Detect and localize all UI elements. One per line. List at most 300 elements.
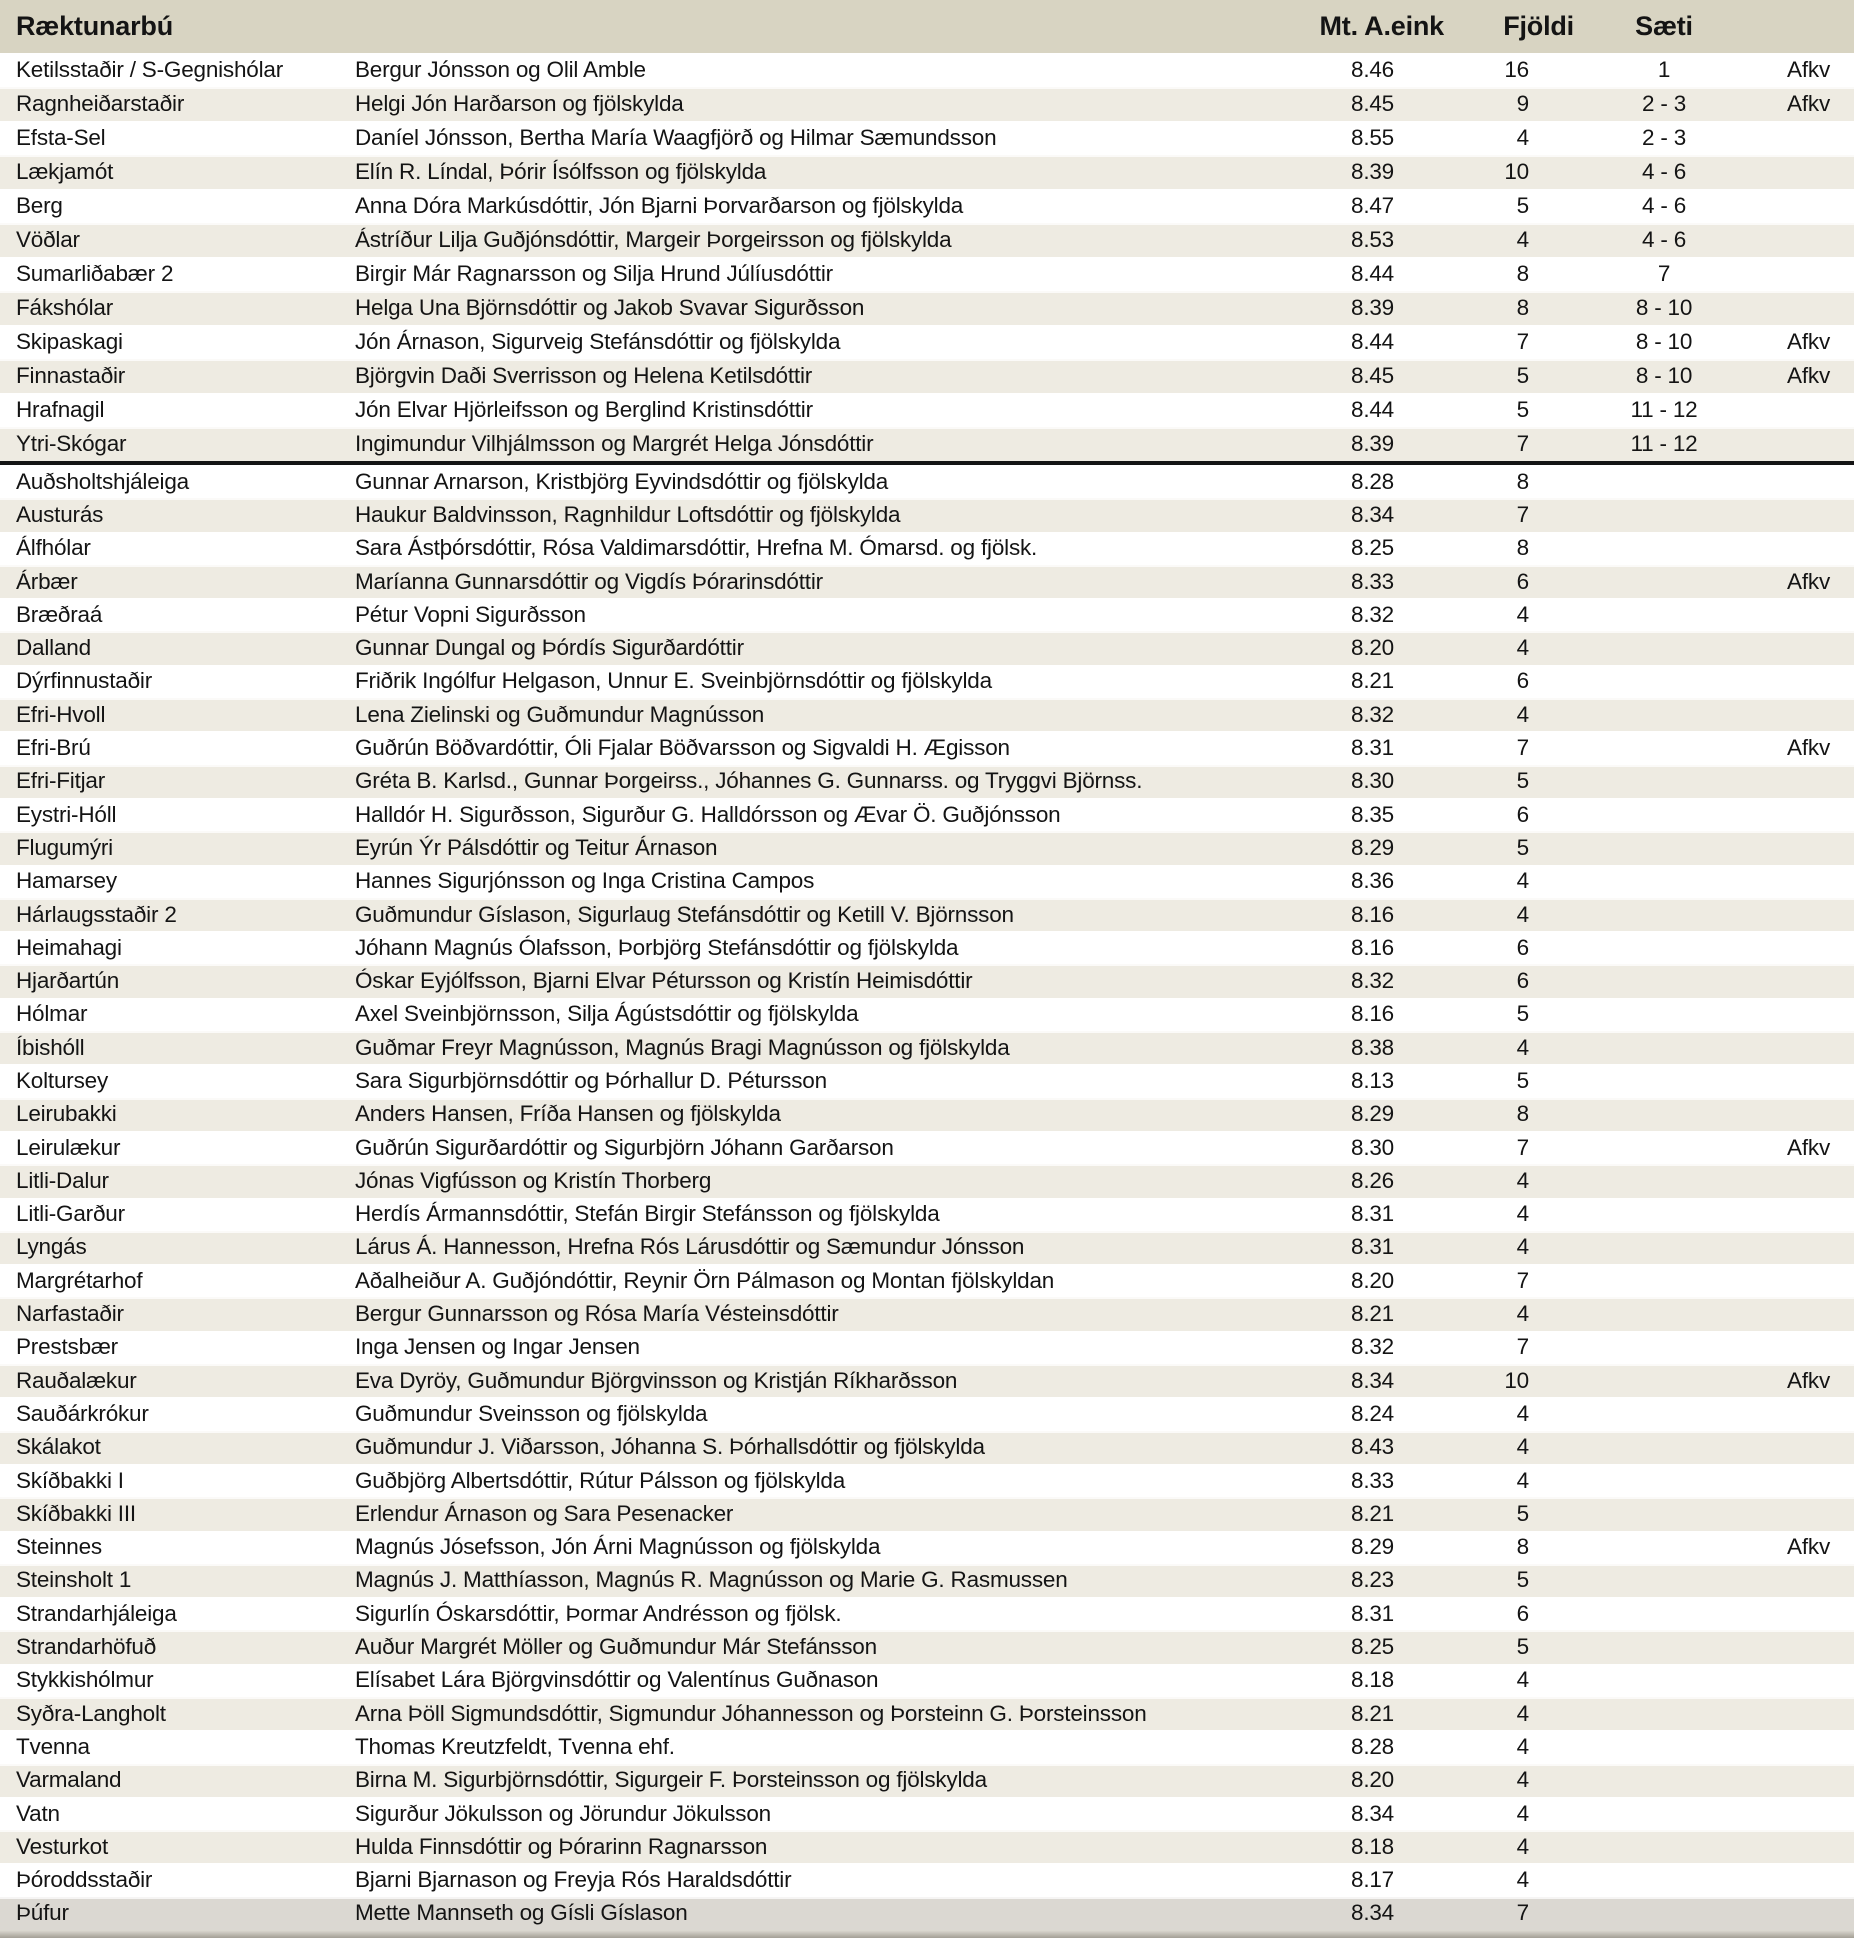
- owner-names: Aðalheiður A. Guðjóndóttir, Reynir Örn Pálmason og Montan fjölskyldan: [355, 1267, 1055, 1293]
- table-row: [0, 1497, 1854, 1530]
- table-row: [0, 532, 1854, 565]
- count-value: 4: [1516, 1733, 1529, 1759]
- score-value: 8.34: [1351, 1800, 1394, 1826]
- table-row: [0, 465, 1854, 498]
- farm-name: Eystri-Hóll: [16, 801, 117, 827]
- score-value: 8.16: [1351, 1001, 1394, 1027]
- column-header-score: Mt. A.eink: [1319, 11, 1444, 41]
- score-value: 8.32: [1351, 968, 1394, 994]
- seat-value: 8 - 10: [1635, 363, 1693, 388]
- score-value: 8.30: [1351, 1134, 1394, 1160]
- owner-names: Guðmundur J. Viðarsson, Jóhanna S. Þórhallsdóttir og fjölskylda: [355, 1434, 985, 1460]
- score-value: 8.25: [1351, 1634, 1394, 1660]
- farm-name: Lækjamót: [16, 159, 114, 184]
- farm-name: Lyngás: [16, 1234, 87, 1260]
- table-row: [0, 898, 1854, 931]
- count-value: 5: [1516, 834, 1529, 860]
- owner-names: Birna M. Sigurbjörnsdóttir, Sigurgeir F. Þorsteinsson og fjölskylda: [355, 1767, 987, 1793]
- score-value: 8.31: [1351, 735, 1394, 761]
- owner-names: Björgvin Daði Sverrisson og Helena Ketilsdóttir: [355, 363, 813, 388]
- score-value: 8.31: [1351, 1201, 1394, 1227]
- score-value: 8.44: [1351, 397, 1394, 422]
- farm-name: Sumarliðabær 2: [16, 261, 174, 286]
- count-value: 4: [1516, 901, 1529, 927]
- score-value: 8.32: [1351, 701, 1394, 727]
- farm-name: Strandarhöfuð: [16, 1634, 157, 1660]
- table-row: [0, 1264, 1854, 1297]
- table-row: [0, 291, 1854, 325]
- count-value: 5: [1516, 193, 1529, 218]
- afkv-flag: Afkv: [1787, 57, 1830, 82]
- farm-name: Álfhólar: [16, 535, 91, 561]
- owner-names: Anders Hansen, Fríða Hansen og fjölskylda: [355, 1101, 781, 1127]
- count-value: 4: [1516, 1400, 1529, 1426]
- afkv-flag: Afkv: [1787, 1134, 1830, 1160]
- count-value: 6: [1516, 668, 1529, 694]
- farm-name: Þúfur: [16, 1900, 69, 1926]
- score-value: 8.32: [1351, 1334, 1394, 1360]
- farm-name: Dýrfinnustaðir: [16, 668, 153, 694]
- table-row: [0, 1531, 1854, 1564]
- count-value: 5: [1516, 397, 1529, 422]
- owner-names: Daníel Jónsson, Bertha María Waagfjörð og Hilmar Sæmundsson: [355, 125, 997, 150]
- count-value: 4: [1516, 1867, 1529, 1893]
- owner-names: Haukur Baldvinsson, Ragnhildur Loftsdóttir og fjölskylda: [355, 501, 901, 527]
- table-row: [0, 1397, 1854, 1430]
- table-row: [0, 189, 1854, 223]
- owner-names: Anna Dóra Markúsdóttir, Jón Bjarni Þorvarðarson og fjölskylda: [355, 193, 964, 218]
- table-row: [0, 631, 1854, 664]
- count-value: 8: [1516, 261, 1529, 286]
- afkv-flag: Afkv: [1787, 568, 1830, 594]
- owner-names: Herdís Ármannsdóttir, Stefán Birgir Stefánsson og fjölskylda: [355, 1201, 940, 1227]
- table-row: [0, 257, 1854, 291]
- owner-names: Axel Sveinbjörnsson, Silja Ágústsdóttir og fjölskylda: [355, 1001, 859, 1027]
- table-row: [0, 798, 1854, 831]
- owner-names: Guðmundur Gíslason, Sigurlaug Stefánsdóttir og Ketill V. Björnsson: [355, 901, 1014, 927]
- afkv-flag: Afkv: [1787, 329, 1830, 354]
- farm-name: Flugumýri: [16, 834, 113, 860]
- owner-names: Bergur Gunnarsson og Rósa María Vésteinsdóttir: [355, 1301, 839, 1327]
- count-value: 7: [1516, 735, 1529, 761]
- farm-name: Vöðlar: [16, 227, 80, 252]
- farm-name: Skíðbakki III: [16, 1500, 136, 1526]
- owner-names: Sigurður Jökulsson og Jörundur Jökulsson: [355, 1800, 771, 1826]
- table-row: [0, 731, 1854, 764]
- count-value: 4: [1516, 1201, 1529, 1227]
- afkv-flag: Afkv: [1787, 1367, 1830, 1393]
- score-value: 8.21: [1351, 1700, 1394, 1726]
- count-value: 4: [1516, 1833, 1529, 1859]
- table-row: [0, 1697, 1854, 1730]
- score-value: 8.20: [1351, 635, 1394, 661]
- farm-name: Margrétarhof: [16, 1267, 143, 1293]
- score-value: 8.29: [1351, 1534, 1394, 1560]
- seat-value: 11 - 12: [1630, 431, 1698, 456]
- score-value: 8.47: [1351, 193, 1394, 218]
- table-row: [0, 831, 1854, 864]
- owner-names: Elín R. Líndal, Þórir Ísólfsson og fjölskylda: [355, 159, 767, 184]
- seat-value: 8 - 10: [1635, 295, 1693, 320]
- count-value: 7: [1516, 329, 1529, 354]
- farm-name: Vatn: [16, 1800, 60, 1826]
- owner-names: Jónas Vigfússon og Kristín Thorberg: [355, 1167, 712, 1193]
- table-row: [0, 964, 1854, 997]
- table-row: [0, 223, 1854, 257]
- farm-name: Vesturkot: [16, 1833, 109, 1859]
- owner-names: Mette Mannseth og Gísli Gíslason: [355, 1900, 688, 1926]
- farm-name: Skálakot: [16, 1434, 101, 1460]
- owner-names: Erlendur Árnason og Sara Pesenacker: [355, 1500, 734, 1526]
- seat-value: 7: [1657, 261, 1671, 286]
- column-header-seat: Sæti: [1635, 11, 1693, 41]
- score-value: 8.38: [1351, 1034, 1394, 1060]
- farm-name: Hamarsey: [16, 868, 117, 894]
- score-value: 8.34: [1351, 1367, 1394, 1393]
- count-value: 4: [1516, 1700, 1529, 1726]
- count-value: 10: [1504, 1367, 1529, 1393]
- count-value: 5: [1516, 363, 1529, 388]
- table-row: [0, 1331, 1854, 1364]
- score-value: 8.26: [1351, 1167, 1394, 1193]
- score-value: 8.31: [1351, 1600, 1394, 1626]
- table-row: [0, 1431, 1854, 1464]
- count-value: 7: [1516, 1134, 1529, 1160]
- count-value: 5: [1516, 1567, 1529, 1593]
- score-value: 8.45: [1351, 363, 1394, 388]
- owner-names: Arna Þöll Sigmundsdóttir, Sigmundur Jóhannesson og Þorsteinn G. Þorsteinsson: [355, 1700, 1147, 1726]
- farm-name: Bræðraá: [16, 601, 103, 627]
- owner-names: Lárus Á. Hannesson, Hrefna Rós Lárusdóttir og Sæmundur Jónsson: [355, 1234, 1025, 1260]
- count-value: 4: [1516, 1434, 1529, 1460]
- count-value: 7: [1516, 1334, 1529, 1360]
- table-row: [0, 53, 1854, 87]
- owner-names: Guðrún Böðvardóttir, Óli Fjalar Böðvarsson og Sigvaldi H. Ægisson: [355, 735, 1010, 761]
- owner-names: Guðrún Sigurðardóttir og Sigurbjörn Jóhann Garðarson: [355, 1134, 894, 1160]
- table-row: [0, 698, 1854, 731]
- farm-name: Auðsholtshjáleiga: [16, 468, 189, 494]
- table-row: [0, 1797, 1854, 1830]
- table-row: [0, 865, 1854, 898]
- farm-name: Hólmar: [16, 1001, 88, 1027]
- owner-names: Magnús Jósefsson, Jón Árni Magnússon og fjölskylda: [355, 1534, 881, 1560]
- farm-name: Prestsbær: [16, 1334, 118, 1360]
- owner-names: Eva Dyröy, Guðmundur Björgvinsson og Kristján Ríkharðsson: [355, 1367, 958, 1393]
- count-value: 5: [1516, 1500, 1529, 1526]
- count-value: 9: [1516, 91, 1529, 116]
- count-value: 4: [1516, 635, 1529, 661]
- score-value: 8.23: [1351, 1567, 1394, 1593]
- owner-names: Guðbjörg Albertsdóttir, Rútur Pálsson og fjölskylda: [355, 1467, 846, 1493]
- table-row: [0, 1897, 1854, 1930]
- farm-name: Efri-Hvoll: [16, 701, 106, 727]
- farm-name: Efri-Fitjar: [16, 768, 106, 794]
- score-value: 8.21: [1351, 668, 1394, 694]
- count-value: 4: [1516, 601, 1529, 627]
- farm-name: Dalland: [16, 635, 91, 661]
- count-value: 4: [1516, 1667, 1529, 1693]
- table-body: [0, 53, 1854, 1930]
- page-bottom-edge: [0, 1930, 1854, 1938]
- owner-names: Guðmundur Sveinsson og fjölskylda: [355, 1400, 708, 1426]
- owner-names: Pétur Vopni Sigurðsson: [355, 601, 586, 627]
- farm-name: Íbishóll: [16, 1034, 85, 1060]
- farm-name: Efri-Brú: [16, 735, 91, 761]
- count-value: 4: [1516, 1167, 1529, 1193]
- score-value: 8.55: [1351, 125, 1394, 150]
- owner-names: Jón Árnason, Sigurveig Stefánsdóttir og fjölskylda: [355, 329, 841, 354]
- table-row: [0, 87, 1854, 121]
- score-value: 8.34: [1351, 1900, 1394, 1926]
- owner-names: Jóhann Magnús Ólafsson, Þorbjörg Stefánsdóttir og fjölskylda: [355, 934, 959, 960]
- farm-name: Ragnheiðarstaðir: [16, 91, 185, 116]
- afkv-flag: Afkv: [1787, 735, 1830, 761]
- farm-name: Hárlaugsstaðir 2: [16, 901, 177, 927]
- table-row: [0, 931, 1854, 964]
- count-value: 4: [1516, 1034, 1529, 1060]
- farm-name: Steinnes: [16, 1534, 102, 1560]
- score-value: 8.32: [1351, 601, 1394, 627]
- table-row: [0, 1730, 1854, 1763]
- farm-name: Berg: [16, 193, 63, 218]
- table-row: [0, 1863, 1854, 1896]
- owner-names: Eyrún Ýr Pálsdóttir og Teitur Árnason: [355, 834, 718, 860]
- count-value: 5: [1516, 1067, 1529, 1093]
- farm-name: Árbær: [16, 568, 78, 594]
- owner-names: Hannes Sigurjónsson og Inga Cristina Campos: [355, 868, 815, 894]
- owner-names: Guðmar Freyr Magnússon, Magnús Bragi Magnússon og fjölskylda: [355, 1034, 1010, 1060]
- farm-name: Litli-Garður: [16, 1201, 125, 1227]
- score-value: 8.28: [1351, 1733, 1394, 1759]
- score-value: 8.25: [1351, 535, 1394, 561]
- seat-value: 4 - 6: [1641, 193, 1687, 218]
- owner-names: Sigurlín Óskarsdóttir, Þormar Andrésson og fjölsk.: [355, 1600, 842, 1626]
- owner-names: Jón Elvar Hjörleifsson og Berglind Kristinsdóttir: [355, 397, 813, 422]
- farm-name: Heimahagi: [16, 934, 122, 960]
- farm-name: Austurás: [16, 501, 104, 527]
- afkv-flag: Afkv: [1787, 91, 1830, 116]
- table-row: [0, 998, 1854, 1031]
- owner-names: Gréta B. Karlsd., Gunnar Þorgeirss., Jóhannes G. Gunnarss. og Tryggvi Björnss.: [355, 768, 1143, 794]
- table-row: [0, 1664, 1854, 1697]
- score-value: 8.28: [1351, 468, 1394, 494]
- table-row: [0, 1064, 1854, 1097]
- count-value: 4: [1516, 1467, 1529, 1493]
- owner-names: Elísabet Lára Björgvinsdóttir og Valentínus Guðnason: [355, 1667, 879, 1693]
- count-value: 5: [1516, 1001, 1529, 1027]
- table-row: [0, 765, 1854, 798]
- score-value: 8.29: [1351, 1101, 1394, 1127]
- count-value: 4: [1516, 1301, 1529, 1327]
- score-value: 8.18: [1351, 1833, 1394, 1859]
- owner-names: Ingimundur Vilhjálmsson og Margrét Helga Jónsdóttir: [355, 431, 874, 456]
- table-row: [0, 155, 1854, 189]
- owner-names: Auður Margrét Möller og Guðmundur Már Stefánsson: [355, 1634, 877, 1660]
- count-value: 4: [1516, 227, 1529, 252]
- table-row: [0, 565, 1854, 598]
- table-row: [0, 1597, 1854, 1630]
- table-row: [0, 359, 1854, 393]
- score-value: 8.34: [1351, 501, 1394, 527]
- score-value: 8.45: [1351, 91, 1394, 116]
- table-row: [0, 393, 1854, 427]
- seat-value: 11 - 12: [1630, 397, 1698, 422]
- count-value: 10: [1504, 159, 1529, 184]
- owner-names: Óskar Eyjólfsson, Bjarni Elvar Pétursson og Kristín Heimisdóttir: [355, 968, 973, 994]
- table-row: [0, 1164, 1854, 1197]
- owner-names: Bergur Jónsson og Olil Amble: [355, 57, 646, 82]
- farm-name: Ketilsstaðir / S-Gegnishólar: [16, 57, 284, 82]
- score-value: 8.18: [1351, 1667, 1394, 1693]
- seat-value: 2 - 3: [1641, 125, 1687, 150]
- score-value: 8.39: [1351, 159, 1394, 184]
- score-value: 8.31: [1351, 1234, 1394, 1260]
- score-value: 8.33: [1351, 1467, 1394, 1493]
- count-value: 7: [1516, 1900, 1529, 1926]
- count-value: 6: [1516, 934, 1529, 960]
- count-value: 8: [1516, 535, 1529, 561]
- count-value: 4: [1516, 701, 1529, 727]
- farm-name: Ytri-Skógar: [16, 431, 127, 456]
- afkv-flag: Afkv: [1787, 363, 1830, 388]
- score-value: 8.20: [1351, 1767, 1394, 1793]
- owner-names: Halldór H. Sigurðsson, Sigurður G. Halldórsson og Ævar Ö. Guðjónsson: [355, 801, 1061, 827]
- farm-name: Steinsholt 1: [16, 1567, 132, 1593]
- count-value: 7: [1516, 501, 1529, 527]
- count-value: 8: [1516, 1101, 1529, 1127]
- table-row: [0, 1464, 1854, 1497]
- table-row: [0, 1098, 1854, 1131]
- score-value: 8.39: [1351, 431, 1394, 456]
- owner-names: Magnús J. Matthíasson, Magnús R. Magnússon og Marie G. Rasmussen: [355, 1567, 1068, 1593]
- count-value: 6: [1516, 968, 1529, 994]
- owner-names: Helga Una Björnsdóttir og Jakob Svavar Sigurðsson: [355, 295, 865, 320]
- table-row: [0, 1830, 1854, 1863]
- score-value: 8.17: [1351, 1867, 1394, 1893]
- score-value: 8.35: [1351, 801, 1394, 827]
- score-value: 8.30: [1351, 768, 1394, 794]
- table-row: [0, 498, 1854, 531]
- farm-name: Leirubakki: [16, 1101, 117, 1127]
- seat-value: 8 - 10: [1635, 329, 1693, 354]
- afkv-flag: Afkv: [1787, 1534, 1830, 1560]
- score-value: 8.36: [1351, 868, 1394, 894]
- score-value: 8.46: [1351, 57, 1394, 82]
- table-header-row: [0, 0, 1854, 53]
- owner-names: Sara Ástþórsdóttir, Rósa Valdimarsdóttir, Hrefna M. Ómarsd. og fjölsk.: [355, 535, 1038, 561]
- owner-names: Ástríður Lilja Guðjónsdóttir, Margeir Þorgeirsson og fjölskylda: [355, 227, 952, 252]
- farm-name: Syðra-Langholt: [16, 1700, 166, 1726]
- score-value: 8.24: [1351, 1400, 1394, 1426]
- score-value: 8.39: [1351, 295, 1394, 320]
- farm-name: Stykkishólmur: [16, 1667, 154, 1693]
- farm-name: Leirulækur: [16, 1134, 121, 1160]
- count-value: 8: [1516, 468, 1529, 494]
- count-value: 4: [1516, 868, 1529, 894]
- score-value: 8.21: [1351, 1301, 1394, 1327]
- farm-name: Tvenna: [16, 1733, 90, 1759]
- farm-name: Hjarðartún: [16, 968, 120, 994]
- farm-name: Skipaskagi: [16, 329, 123, 354]
- table-row: [0, 1297, 1854, 1330]
- owner-names: Helgi Jón Harðarson og fjölskylda: [355, 91, 684, 116]
- table-row: [0, 427, 1854, 461]
- owner-names: Birgir Már Ragnarsson og Silja Hrund Júlíusdóttir: [355, 261, 833, 286]
- score-value: 8.20: [1351, 1267, 1394, 1293]
- farm-name: Koltursey: [16, 1067, 108, 1093]
- table-row: [0, 121, 1854, 155]
- score-value: 8.21: [1351, 1500, 1394, 1526]
- count-value: 4: [1516, 1234, 1529, 1260]
- owner-names: Lena Zielinski og Guðmundur Magnússon: [355, 701, 765, 727]
- seat-value: 4 - 6: [1641, 159, 1687, 184]
- column-header-farm: Ræktunarbú: [16, 11, 174, 41]
- owner-names: Gunnar Dungal og Þórdís Sigurðardóttir: [355, 635, 744, 661]
- column-header-count: Fjöldi: [1503, 11, 1574, 41]
- farm-name: Litli-Dalur: [16, 1167, 109, 1193]
- count-value: 4: [1516, 125, 1529, 150]
- table-row: [0, 1564, 1854, 1597]
- table-row: [0, 1630, 1854, 1663]
- count-value: 5: [1516, 1634, 1529, 1660]
- count-value: 5: [1516, 768, 1529, 794]
- farm-name: Fákshólar: [16, 295, 113, 320]
- score-value: 8.16: [1351, 901, 1394, 927]
- owner-names: Thomas Kreutzfeldt, Tvenna ehf.: [355, 1733, 675, 1759]
- count-value: 4: [1516, 1800, 1529, 1826]
- score-value: 8.13: [1351, 1067, 1394, 1093]
- count-value: 4: [1516, 1767, 1529, 1793]
- table-row: [0, 1764, 1854, 1797]
- farm-name: Skíðbakki I: [16, 1467, 124, 1493]
- table-row: [0, 1198, 1854, 1231]
- count-value: 6: [1516, 1600, 1529, 1626]
- farm-name: Hrafnagil: [16, 397, 105, 422]
- owner-names: Hulda Finnsdóttir og Þórarinn Ragnarsson: [355, 1833, 768, 1859]
- farm-name: Narfastaðir: [16, 1301, 124, 1327]
- owner-names: Gunnar Arnarson, Kristbjörg Eyvindsdóttir og fjölskylda: [355, 468, 889, 494]
- seat-value: 4 - 6: [1641, 227, 1687, 252]
- score-value: 8.43: [1351, 1434, 1394, 1460]
- table-row: [0, 665, 1854, 698]
- table-row: [0, 598, 1854, 631]
- farm-name: Strandarhjáleiga: [16, 1600, 177, 1626]
- table-row: [0, 1031, 1854, 1064]
- score-value: 8.53: [1351, 227, 1394, 252]
- score-value: 8.44: [1351, 261, 1394, 286]
- farm-name: Rauðalækur: [16, 1367, 137, 1393]
- table-row: [0, 1231, 1854, 1264]
- score-value: 8.16: [1351, 934, 1394, 960]
- owner-names: Bjarni Bjarnason og Freyja Rós Haraldsdóttir: [355, 1867, 792, 1893]
- count-value: 6: [1516, 801, 1529, 827]
- owner-names: Inga Jensen og Ingar Jensen: [355, 1334, 640, 1360]
- score-value: 8.29: [1351, 834, 1394, 860]
- count-value: 7: [1516, 431, 1529, 456]
- owner-names: Sara Sigurbjörnsdóttir og Þórhallur D. Pétursson: [355, 1067, 827, 1093]
- owner-names: Maríanna Gunnarsdóttir og Vigdís Þórarinsdóttir: [355, 568, 823, 594]
- seat-value: 1: [1657, 57, 1671, 82]
- seat-value: 2 - 3: [1641, 91, 1687, 116]
- table-row: [0, 1131, 1854, 1164]
- farm-name: Sauðárkrókur: [16, 1400, 149, 1426]
- farm-name: Varmaland: [16, 1767, 122, 1793]
- count-value: 16: [1504, 57, 1529, 82]
- count-value: 8: [1516, 295, 1529, 320]
- count-value: 6: [1516, 568, 1529, 594]
- count-value: 7: [1516, 1267, 1529, 1293]
- score-value: 8.33: [1351, 568, 1394, 594]
